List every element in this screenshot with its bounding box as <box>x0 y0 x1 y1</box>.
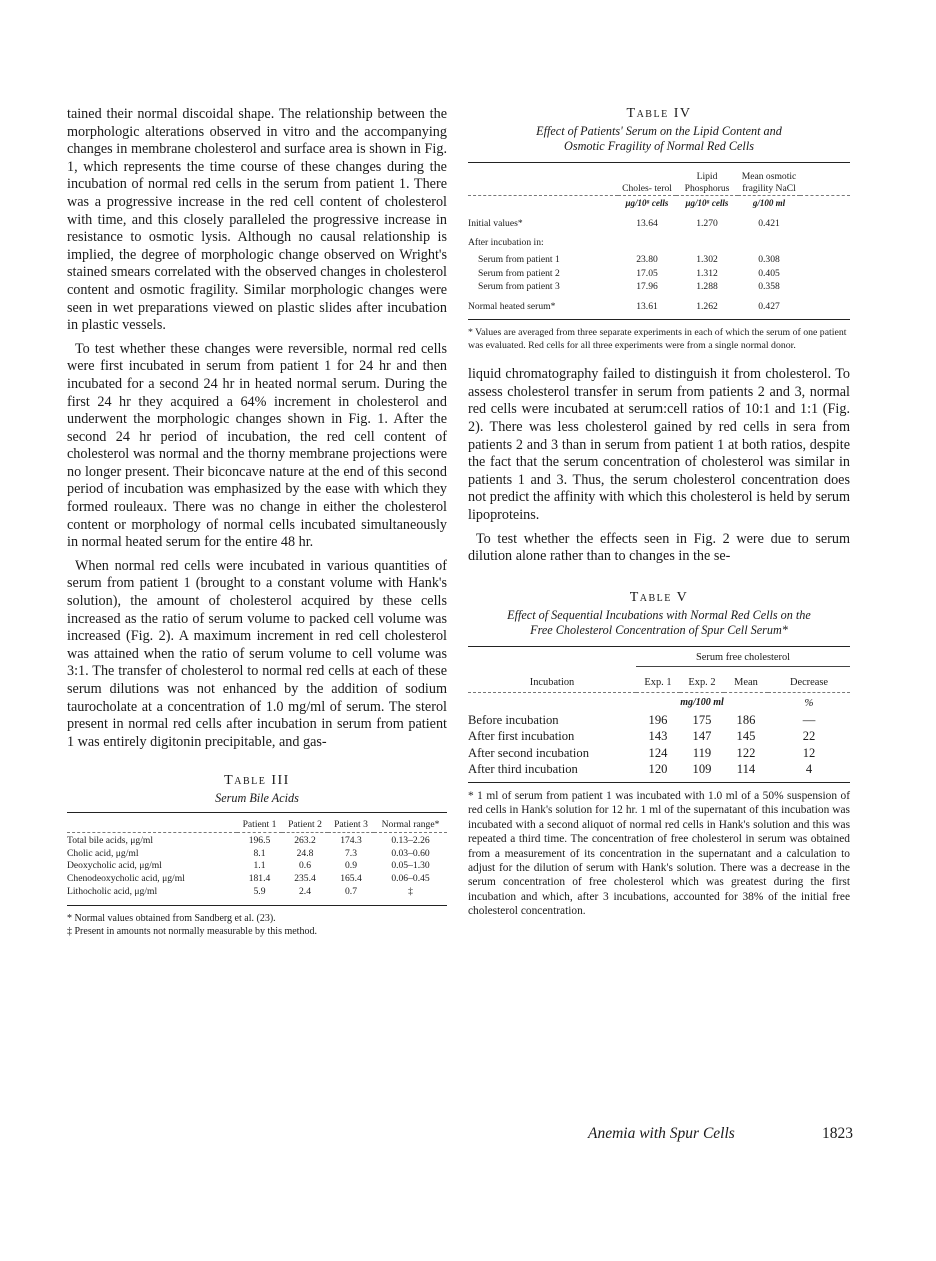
page-number: 1823 <box>822 1125 853 1142</box>
cell: 196 <box>648 712 668 727</box>
cell: 109 <box>692 762 712 777</box>
table-row <box>67 835 447 848</box>
running-title: Anemia with Spur Cells <box>588 1125 735 1142</box>
column-header: Choles- terol <box>622 183 672 194</box>
cell: 0.405 <box>758 267 780 279</box>
free-cholesterol-table <box>468 646 850 783</box>
table-row <box>468 267 850 281</box>
cell: 23.80 <box>636 254 658 265</box>
column-header: Exp. 1 <box>644 677 672 689</box>
lipid-content-table <box>468 162 850 320</box>
table-4 <box>468 106 850 352</box>
cell: 124 <box>648 745 668 760</box>
cell: 0.6 <box>299 860 311 872</box>
table-header-row <box>468 163 850 196</box>
cell: 0.13–2.26 <box>391 835 430 847</box>
table-row <box>468 294 850 320</box>
cell: 235.4 <box>294 873 316 885</box>
cell: 7.3 <box>345 847 357 859</box>
row-label: After incubation in: <box>468 236 544 248</box>
row-label: Before incubation <box>468 712 559 727</box>
unit-label: μg/10⁸ cells <box>685 198 729 208</box>
unit-label: g/100 ml <box>752 198 786 208</box>
cell: 165.4 <box>340 873 362 885</box>
cell: 196.5 <box>248 835 271 847</box>
cell: 0.358 <box>758 281 780 292</box>
cell: 120 <box>648 762 668 777</box>
row-label: Total bile acids, μg/ml <box>67 835 154 847</box>
cell: 2.4 <box>299 885 311 897</box>
unit-label: mg/100 ml <box>680 696 724 708</box>
column-header: Decrease <box>789 677 829 689</box>
cell: 0.421 <box>758 218 780 229</box>
cell: 147 <box>692 729 712 744</box>
table-3 <box>67 773 447 937</box>
row-label: Deoxycholic acid, μg/ml <box>67 860 162 872</box>
body-paragraph: When normal red cells were incubated in various quantities of serum from patient 1 (brought to a constant volume with Hank's solution), the amount of cholesterol acquired by these cells increased as the ratio of serum volume to packed cell volume was increased (Fig. 2). A maximum increment in red cell cholesterol was attained when the ratio of serum volume to cell volume was 3:1. The transfer of cholesterol to normal red cells at each of these serum dilutions was not enhanced by the addition of sodium taurocholate at a concentration of 1.0 mg/ml of serum. The sterol present in normal red cells after incubation in serum from patient 1 was entirely digitonin precipitable, and gas- <box>67 557 447 750</box>
column-header: Lipid Phosphorus <box>684 171 730 194</box>
cell: 22 <box>802 729 816 744</box>
units-row <box>468 198 850 213</box>
cell: 0.427 <box>758 300 780 312</box>
row-label: Serum from patient 3 <box>478 281 560 292</box>
bile-acids-table <box>67 812 447 905</box>
table-row <box>468 728 850 745</box>
body-paragraph: tained their normal discoidal shape. The relationship between the morphologic alterations observed in vitro and the accompanying changes in membrane cholesterol and surface area is shown in Fig. 1, which represents the time course of these changes during the incubation of normal red cells in the serum from patient 1. There was a progressive increase in the red cell content of cholesterol with time, and this closely paralleled the progressive increase in resistance to osmotic lysis. Although no causal relationship is implied, the degree of morphologic change observed on Wright's stained smears correlated with the observed changes in cholesterol content and osmotic fragility. Similar morphologic changes were seen in wet preparations viewed on plastic slides after incubation in plastic vessels. <box>67 106 447 334</box>
cell: 13.64 <box>636 218 658 229</box>
table-row <box>468 761 850 782</box>
cell: 145 <box>736 729 756 744</box>
table-row <box>67 873 447 886</box>
column-header: Patient 2 <box>288 819 322 831</box>
cell: 1.270 <box>696 218 718 229</box>
row-label: Lithocholic acid, μg/ml <box>67 885 158 897</box>
column-header: Mean osmotic fragility NaCl <box>741 171 797 194</box>
cell: 1.302 <box>696 254 718 265</box>
cell: 12 <box>802 745 816 760</box>
cell: 17.05 <box>636 267 658 279</box>
body-paragraph: To test whether these changes were reversible, normal red cells were first incubated in serum from patient 1 for 24 hr and then incubated for a second 24 hr in heated normal serum. During the first 24 hr they acquired a 64% increment in cholesterol and underwent the morphologic changes shown in Fig. 1. After the second 24 hr period of incubation, the red cell content of cholesterol was normal and the thorny membrane projections were no longer present. Their biconcave nature at the end of this second period of incubation was emphasized by the ease with which they formed rouleaux. There was no change in either the cholesterol content or morphology of normal cells incubated simultaneously in normal heated serum for the entire 48 hr. <box>67 340 447 551</box>
cell: 0.9 <box>345 860 357 872</box>
table-header-row <box>67 813 447 833</box>
cell: 24.8 <box>296 847 314 859</box>
table-subtitle-line: Effect of Patients' Serum on the Lipid Content and <box>536 124 782 138</box>
row-label: After first incubation <box>468 729 575 744</box>
page-footer <box>588 1125 853 1143</box>
cell: 175 <box>692 712 712 727</box>
column-header: Incubation <box>529 677 575 689</box>
body-paragraph: To test whether the effects seen in Fig. 2 were due to serum dilution alone rather than to changes in the se- <box>468 530 850 565</box>
right-column <box>468 106 850 919</box>
units-row <box>468 695 850 712</box>
cell: 122 <box>736 745 756 760</box>
cell: 0.308 <box>758 254 780 265</box>
table-5 <box>468 590 850 919</box>
cell: 0.03–0.60 <box>391 847 430 859</box>
table-footnote: ‡ Present in amounts not normally measurable by this method. <box>67 925 317 937</box>
table-subtitle-line: Free Cholesterol Concentration of Spur Cell Serum* <box>530 622 788 637</box>
table-subtitle: Serum Bile Acids <box>215 791 299 806</box>
left-column <box>67 106 447 938</box>
row-label: After third incubation <box>468 762 578 777</box>
column-header: Mean <box>734 677 758 689</box>
unit-label: μg/10⁸ cells <box>625 198 669 208</box>
row-label: Initial values* <box>468 218 523 229</box>
group-header-row <box>468 646 850 667</box>
cell: 1.288 <box>696 281 718 292</box>
unit-label: % <box>804 696 814 709</box>
row-label: Chenodeoxycholic acid, μg/ml <box>67 873 185 885</box>
cell: 1.1 <box>253 860 266 872</box>
table-subtitle <box>468 124 850 154</box>
cell: — <box>802 712 816 727</box>
row-label: After second incubation <box>468 745 589 760</box>
cell: 143 <box>648 729 668 744</box>
cell: 13.61 <box>636 300 658 312</box>
table-footnote: * 1 ml of serum from patient 1 was incubated with 1.0 ml of a 50% suspension of red cells in Hank's solution for 12 hr. 1 ml of the supernatant of this incubation was incubated with a second aliquot of normal red cells in Hank's solution and this was repeated a third time. The concentration of free cholesterol in serum was obtained from a measurement of its concentration in the supernatant and a calculation to adjust for the dilution of serum with Hank's solution. There was a decrease in the serum concentration of free cholesterol which was greatest during the first incubation and which, after 3 incubations, accounted for 38% of the initial free cholesterol concentration. <box>468 789 850 918</box>
cell: 17.96 <box>636 281 658 292</box>
cell: 1.262 <box>696 300 718 312</box>
cell: ‡ <box>408 885 413 897</box>
table-row <box>468 253 850 267</box>
column-header: Patient 1 <box>242 819 277 831</box>
table-row <box>468 213 850 231</box>
table-row <box>67 848 447 861</box>
table-row <box>468 231 850 254</box>
cell: 0.7 <box>345 885 357 897</box>
cell: 263.2 <box>294 835 316 847</box>
table-row <box>67 886 447 905</box>
table-subtitle <box>468 608 850 638</box>
table-subtitle-line: Effect of Sequential Incubations with Normal Red Cells on the <box>507 607 811 622</box>
cell: 174.3 <box>340 835 362 847</box>
row-label: Serum from patient 1 <box>478 254 560 265</box>
cell: 1.312 <box>696 267 718 279</box>
table-header-row <box>468 667 850 693</box>
table-row <box>468 745 850 762</box>
cell: 5.9 <box>253 885 266 897</box>
table-title: Table V <box>629 589 689 605</box>
table-footnote: * Values are averaged from three separate experiments in each of which the serum of one patient was evaluated. Red cells for all three experiments were from a single normal donor. <box>468 327 847 351</box>
cell: 4 <box>805 762 813 777</box>
table-subtitle-line: Osmotic Fragility of Normal Red Cells <box>564 139 754 153</box>
cell: 8.1 <box>253 847 266 859</box>
cell: 0.05–1.30 <box>391 860 430 872</box>
table-title: Table III <box>224 773 290 789</box>
cell: 114 <box>736 762 756 777</box>
cell: 0.06–0.45 <box>391 873 430 885</box>
column-header: Exp. 2 <box>688 677 716 689</box>
table-footnote: * Normal values obtained from Sandberg et al. (23). <box>67 912 276 924</box>
table-row <box>468 712 850 729</box>
table-title: Table IV <box>626 106 692 121</box>
column-header: Patient 3 <box>334 819 368 831</box>
table-row <box>468 280 850 294</box>
row-label: Serum from patient 2 <box>478 267 560 279</box>
cell: 181.4 <box>248 873 271 885</box>
group-header: Serum free cholesterol <box>636 646 850 667</box>
row-label: Cholic acid, μg/ml <box>67 847 139 859</box>
column-header: Normal range* <box>381 819 440 831</box>
cell: 186 <box>736 712 756 727</box>
body-paragraph: liquid chromatography failed to distinguish it from cholesterol. To assess cholesterol transfer in serum from patients 2 and 3, normal red cells were incubated at serum:cell ratios of 10:1 and 1:1 (Fig. 2). There was less cholesterol gained by red cells in sera from patients 2 and 3 than in serum from patient 1 at both ratios, despite the fact that the serum concentration of cholesterol was similar in patients 1 and 3. Thus, the serum cholesterol concentration does not predict the affinity with which this cholesterol is held by serum lipoproteins. <box>468 366 850 523</box>
table-row <box>67 860 447 873</box>
row-label: Normal heated serum* <box>468 300 556 312</box>
cell: 119 <box>692 745 712 760</box>
